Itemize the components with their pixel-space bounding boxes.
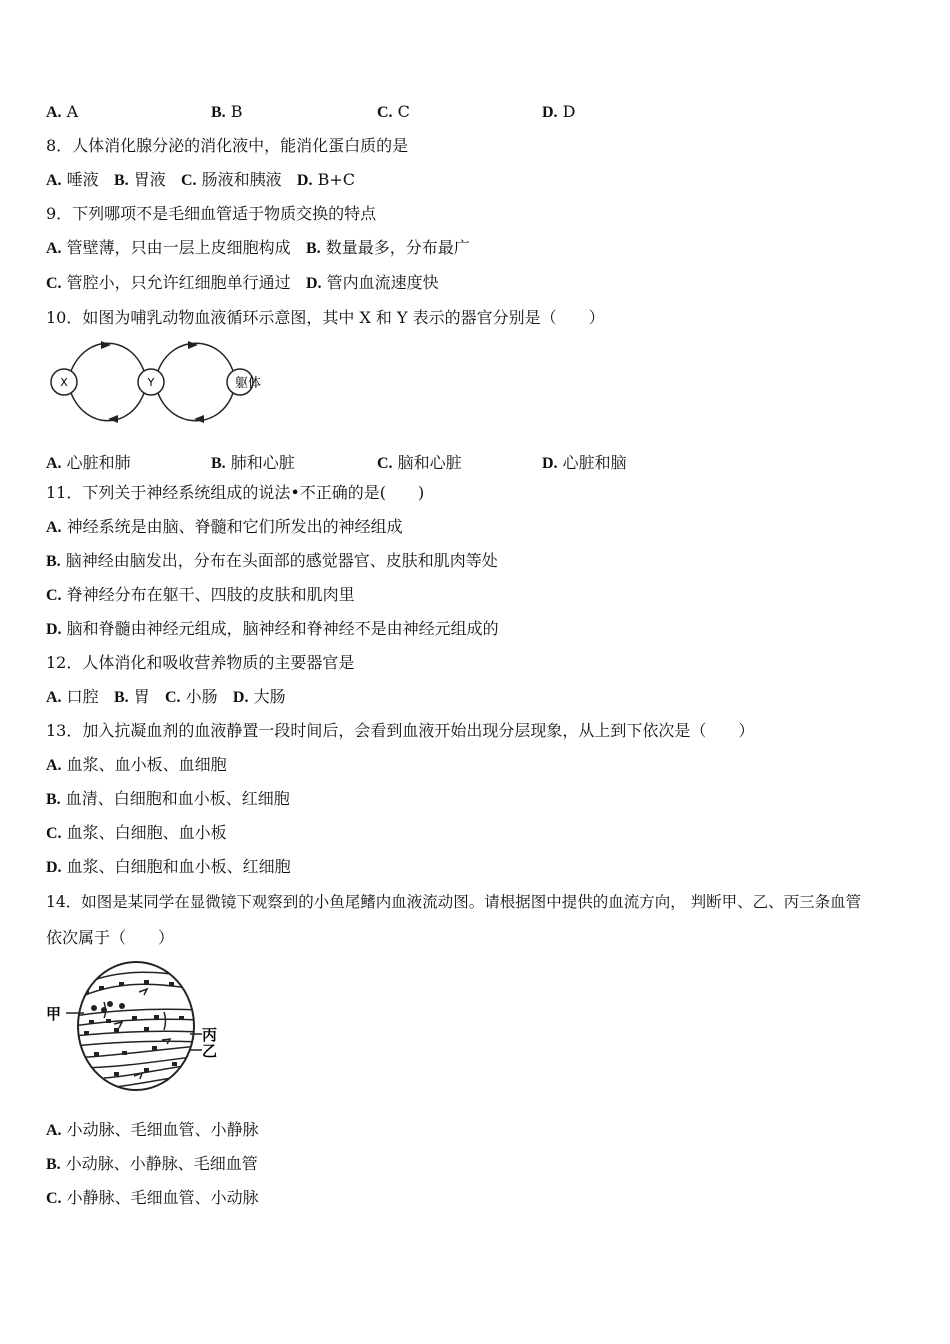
- q12-option-b[interactable]: B. 胃: [113, 687, 150, 706]
- q10-options: [46, 450, 746, 470]
- q11-stem: 11．下列关于神经系统组成的说法•不正确的是( ): [46, 483, 425, 502]
- q12-option-d[interactable]: D. 大肠: [232, 687, 286, 706]
- loop-left-bottom: [71, 393, 144, 421]
- q13-option-b[interactable]: B. 血清、白细胞和血小板、红细胞: [46, 789, 290, 808]
- label-body: 躯体: [235, 376, 262, 391]
- q8-option-c[interactable]: C. 肠液和胰液: [180, 170, 282, 189]
- loop-right-top: [158, 343, 233, 371]
- q11-option-d[interactable]: D. 脑和脊髓由神经元组成，脑神经和脊神经不是由神经元组成的: [46, 619, 499, 638]
- arrow-icon: [108, 415, 118, 423]
- q8-option-a[interactable]: A. 唾液: [46, 170, 99, 189]
- arrow-icon: [101, 341, 111, 349]
- arrow-icon: [194, 415, 204, 423]
- q8-option-b[interactable]: B. 胃液: [113, 170, 166, 189]
- q12-stem: 12．人体消化和吸收营养物质的主要器官是: [46, 653, 355, 672]
- q14-option-b[interactable]: B. 小动脉、小静脉、毛细血管: [46, 1154, 258, 1173]
- label-jia: 甲: [46, 1005, 62, 1023]
- q10-option-d[interactable]: D. 心脏和脑: [542, 453, 627, 472]
- q7-option-a[interactable]: A. A: [46, 102, 79, 121]
- arrow-icon: [188, 341, 198, 349]
- q10-stem: 10．如图为哺乳动物血液循环示意图，其中 X 和 Y 表示的器官分别是（ ）: [46, 308, 605, 327]
- q12-option-a[interactable]: A. 口腔: [46, 687, 99, 706]
- q13-option-c[interactable]: C. 血浆、白细胞、血小板: [46, 823, 227, 842]
- q14-option-c[interactable]: C. 小静脉、毛细血管、小动脉: [46, 1188, 259, 1207]
- q9-option-d[interactable]: D. 管内血流速度快: [305, 273, 439, 292]
- q13-option-d[interactable]: D. 血浆、白细胞和血小板、红细胞: [46, 857, 291, 876]
- label-bing: 丙: [202, 1026, 218, 1044]
- q14-microscope-figure: [44, 958, 224, 1100]
- q10-option-a[interactable]: A. 心脏和肺: [46, 453, 131, 472]
- q11-option-b[interactable]: B. 脑神经由脑发出，分布在头面部的感觉器官、皮肤和肌肉等处: [46, 551, 498, 570]
- q7-option-c[interactable]: C. C: [377, 102, 410, 121]
- q12-options: [46, 687, 286, 708]
- q8-option-d[interactable]: D. B+C: [296, 170, 355, 189]
- label-y: Y: [147, 376, 155, 389]
- q7-option-b[interactable]: B. B: [211, 102, 243, 121]
- label-yi: 乙: [202, 1042, 218, 1060]
- microscope-field: [78, 962, 194, 1090]
- q9-stem: 9．下列哪项不是毛细血管适于物质交换的特点: [46, 204, 377, 223]
- loop-right-bottom: [158, 393, 233, 421]
- q9-options-row1: [46, 238, 470, 259]
- q13-stem: 13．加入抗凝血剂的血液静置一段时间后，会看到血液开始出现分层现象，从上到下依次是（ ）: [46, 721, 755, 740]
- q13-option-a[interactable]: A. 血浆、血小板、血细胞: [46, 755, 227, 774]
- q9-options-row2: [46, 273, 439, 294]
- q10-circulation-figure: [44, 336, 284, 428]
- loop-left-top: [71, 343, 144, 371]
- q9-option-a[interactable]: A. 管壁薄，只由一层上皮细胞构成: [46, 238, 291, 257]
- q14-stem-line1: 14．如图是某同学在显微镜下观察到的小鱼尾鳍内血液流动图。请根据图中提供的血流方向， 判断甲、乙、丙三条血管: [46, 893, 862, 911]
- label-x: X: [60, 376, 68, 389]
- q9-option-c[interactable]: C. 管腔小，只允许红细胞单行通过: [46, 273, 291, 292]
- q12-option-c[interactable]: C. 小肠: [164, 687, 218, 706]
- q11-option-a[interactable]: A. 神经系统是由脑、脊髓和它们所发出的神经组成: [46, 517, 403, 536]
- q7-option-d[interactable]: D. D: [542, 102, 576, 121]
- q8-options: [46, 170, 355, 191]
- q11-option-c[interactable]: C. 脊神经分布在躯干、四肢的皮肤和肌肉里: [46, 585, 355, 604]
- q14-stem-line2: 依次属于（ ）: [46, 928, 175, 947]
- q8-stem: 8．人体消化腺分泌的消化液中，能消化蛋白质的是: [46, 136, 409, 155]
- q14-option-a[interactable]: A. 小动脉、毛细血管、小静脉: [46, 1120, 259, 1139]
- q10-option-c[interactable]: C. 脑和心脏: [377, 453, 462, 472]
- q9-option-b[interactable]: B. 数量最多，分布最广: [305, 238, 470, 257]
- q10-option-b[interactable]: B. 肺和心脏: [211, 453, 295, 472]
- q7-options: [46, 102, 746, 122]
